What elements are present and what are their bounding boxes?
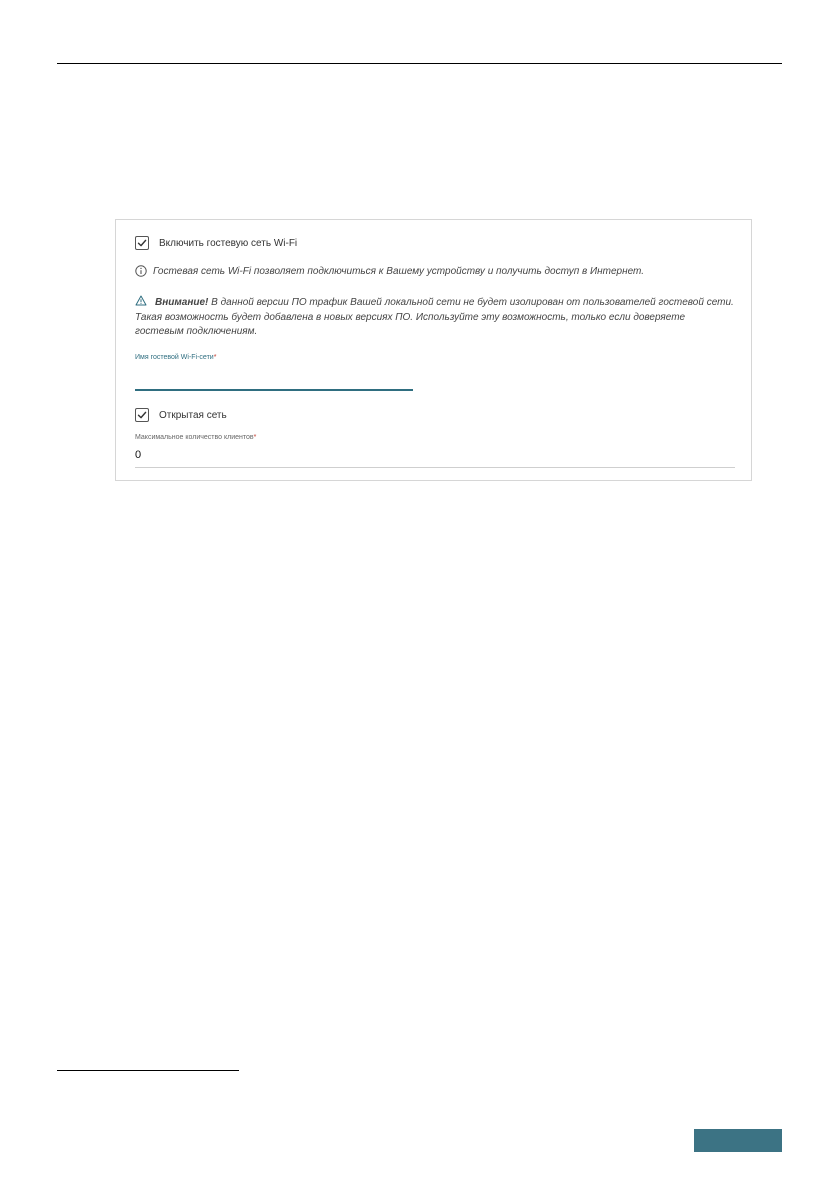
warning-bold-prefix: Внимание! <box>155 297 209 308</box>
info-icon <box>135 265 147 277</box>
ssid-field <box>135 354 413 391</box>
footnote-rule <box>57 1070 239 1071</box>
checkmark-icon <box>137 238 147 248</box>
info-message <box>135 265 644 277</box>
warning-icon <box>135 295 147 306</box>
max-clients-label: Максимальное количество клиентов* <box>135 434 257 441</box>
header-rule <box>57 63 782 64</box>
ssid-input[interactable] <box>135 367 413 391</box>
max-clients-input[interactable] <box>135 447 735 468</box>
warning-message <box>135 295 735 340</box>
enable-guest-wifi-checkbox[interactable] <box>135 236 149 250</box>
guest-wifi-panel <box>115 219 752 481</box>
open-network-label: Открытая сеть <box>159 409 227 421</box>
open-network-row[interactable] <box>135 408 227 422</box>
warning-text: В данной версии ПО трафик Вашей локальной сети не будет изолирован от пользователей гостевой сети. Такая возможность будет добавлена в новых версиях ПО. Используйте эту возможность, только если доверяете гостевым подключениям. <box>135 297 734 337</box>
ssid-label: Имя гостевой Wi-Fi-сети* <box>135 354 217 361</box>
required-mark: * <box>213 354 217 361</box>
max-clients-field <box>135 434 735 468</box>
open-network-checkbox[interactable] <box>135 408 149 422</box>
page-number-badge <box>694 1129 782 1152</box>
enable-guest-wifi-label: Включить гостевую сеть Wi-Fi <box>159 237 298 249</box>
checkmark-icon <box>137 410 147 420</box>
required-mark: * <box>253 434 257 441</box>
info-text: Гостевая сеть Wi-Fi позволяет подключиться к Вашему устройству и получить доступ в Интернет. <box>153 265 645 277</box>
enable-guest-wifi-row[interactable] <box>135 236 297 250</box>
